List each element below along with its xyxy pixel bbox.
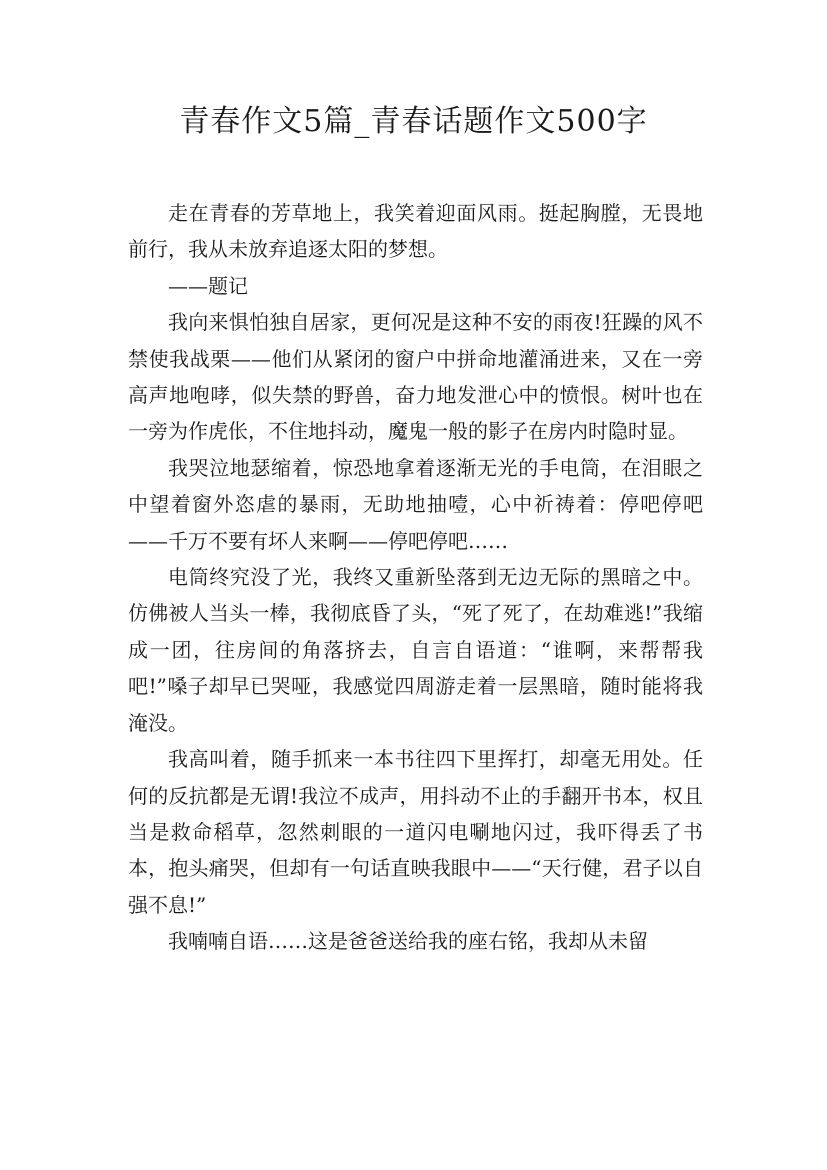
paragraph-epigraph-credit: ——题记 — [168, 273, 248, 298]
paragraph: 我向来惧怕独自居家，更何况是这种不安的雨夜!狂躁的风不禁使我战栗——他们从紧闭的窗户中拼命地灌涌进来，又在一旁高声地咆哮，似失禁的野兽，奋力地发泄心中的愤恨。树叶也在一旁为作虎伥，不住地抖动，魔鬼一般的影子在房内时隐时显。 — [128, 310, 703, 444]
paragraph: 我高叫着，随手抓来一本书往四下里挥打，却毫无用处。任何的反抗都是无谓!我泣不成声，用抖动不止的手翻开书本，权且当是救命稻草，忽然刺眼的一道闪电唰地闪过，我吓得丢了书本，抱头痛哭，但却有一句话直映我眼中——“天行健，君子以自强不息!” — [128, 747, 703, 917]
paragraph: 电筒终究没了光，我终又重新坠落到无边无际的黑暗之中。仿佛被人当头一棒，我彻底昏了头，“死了死了，在劫难逃!”我缩成一团，往房间的角落挤去，自言自语道：“谁啊，来帮帮我吧!”嗓子却早已哭哑，我感觉四周游走着一层黑暗，随时能将我淹没。 — [128, 565, 703, 735]
paragraph: 我哭泣地瑟缩着，惊恐地拿着逐渐无光的手电筒，在泪眼之中望着窗外恣虐的暴雨，无助地抽噎，心中祈祷着：停吧停吧——千万不要有坏人来啊——停吧停吧…… — [128, 455, 703, 553]
document-title: 青春作文5篇_青春话题作文500字 — [179, 104, 648, 139]
paragraph-intro: 走在青春的芳草地上，我笑着迎面风雨。挺起胸膛，无畏地前行，我从未放弃追逐太阳的梦想。 — [128, 201, 703, 262]
document-body — [128, 195, 703, 960]
paragraph: 我喃喃自语……这是爸爸送给我的座右铭，我却从未留 — [168, 929, 648, 954]
